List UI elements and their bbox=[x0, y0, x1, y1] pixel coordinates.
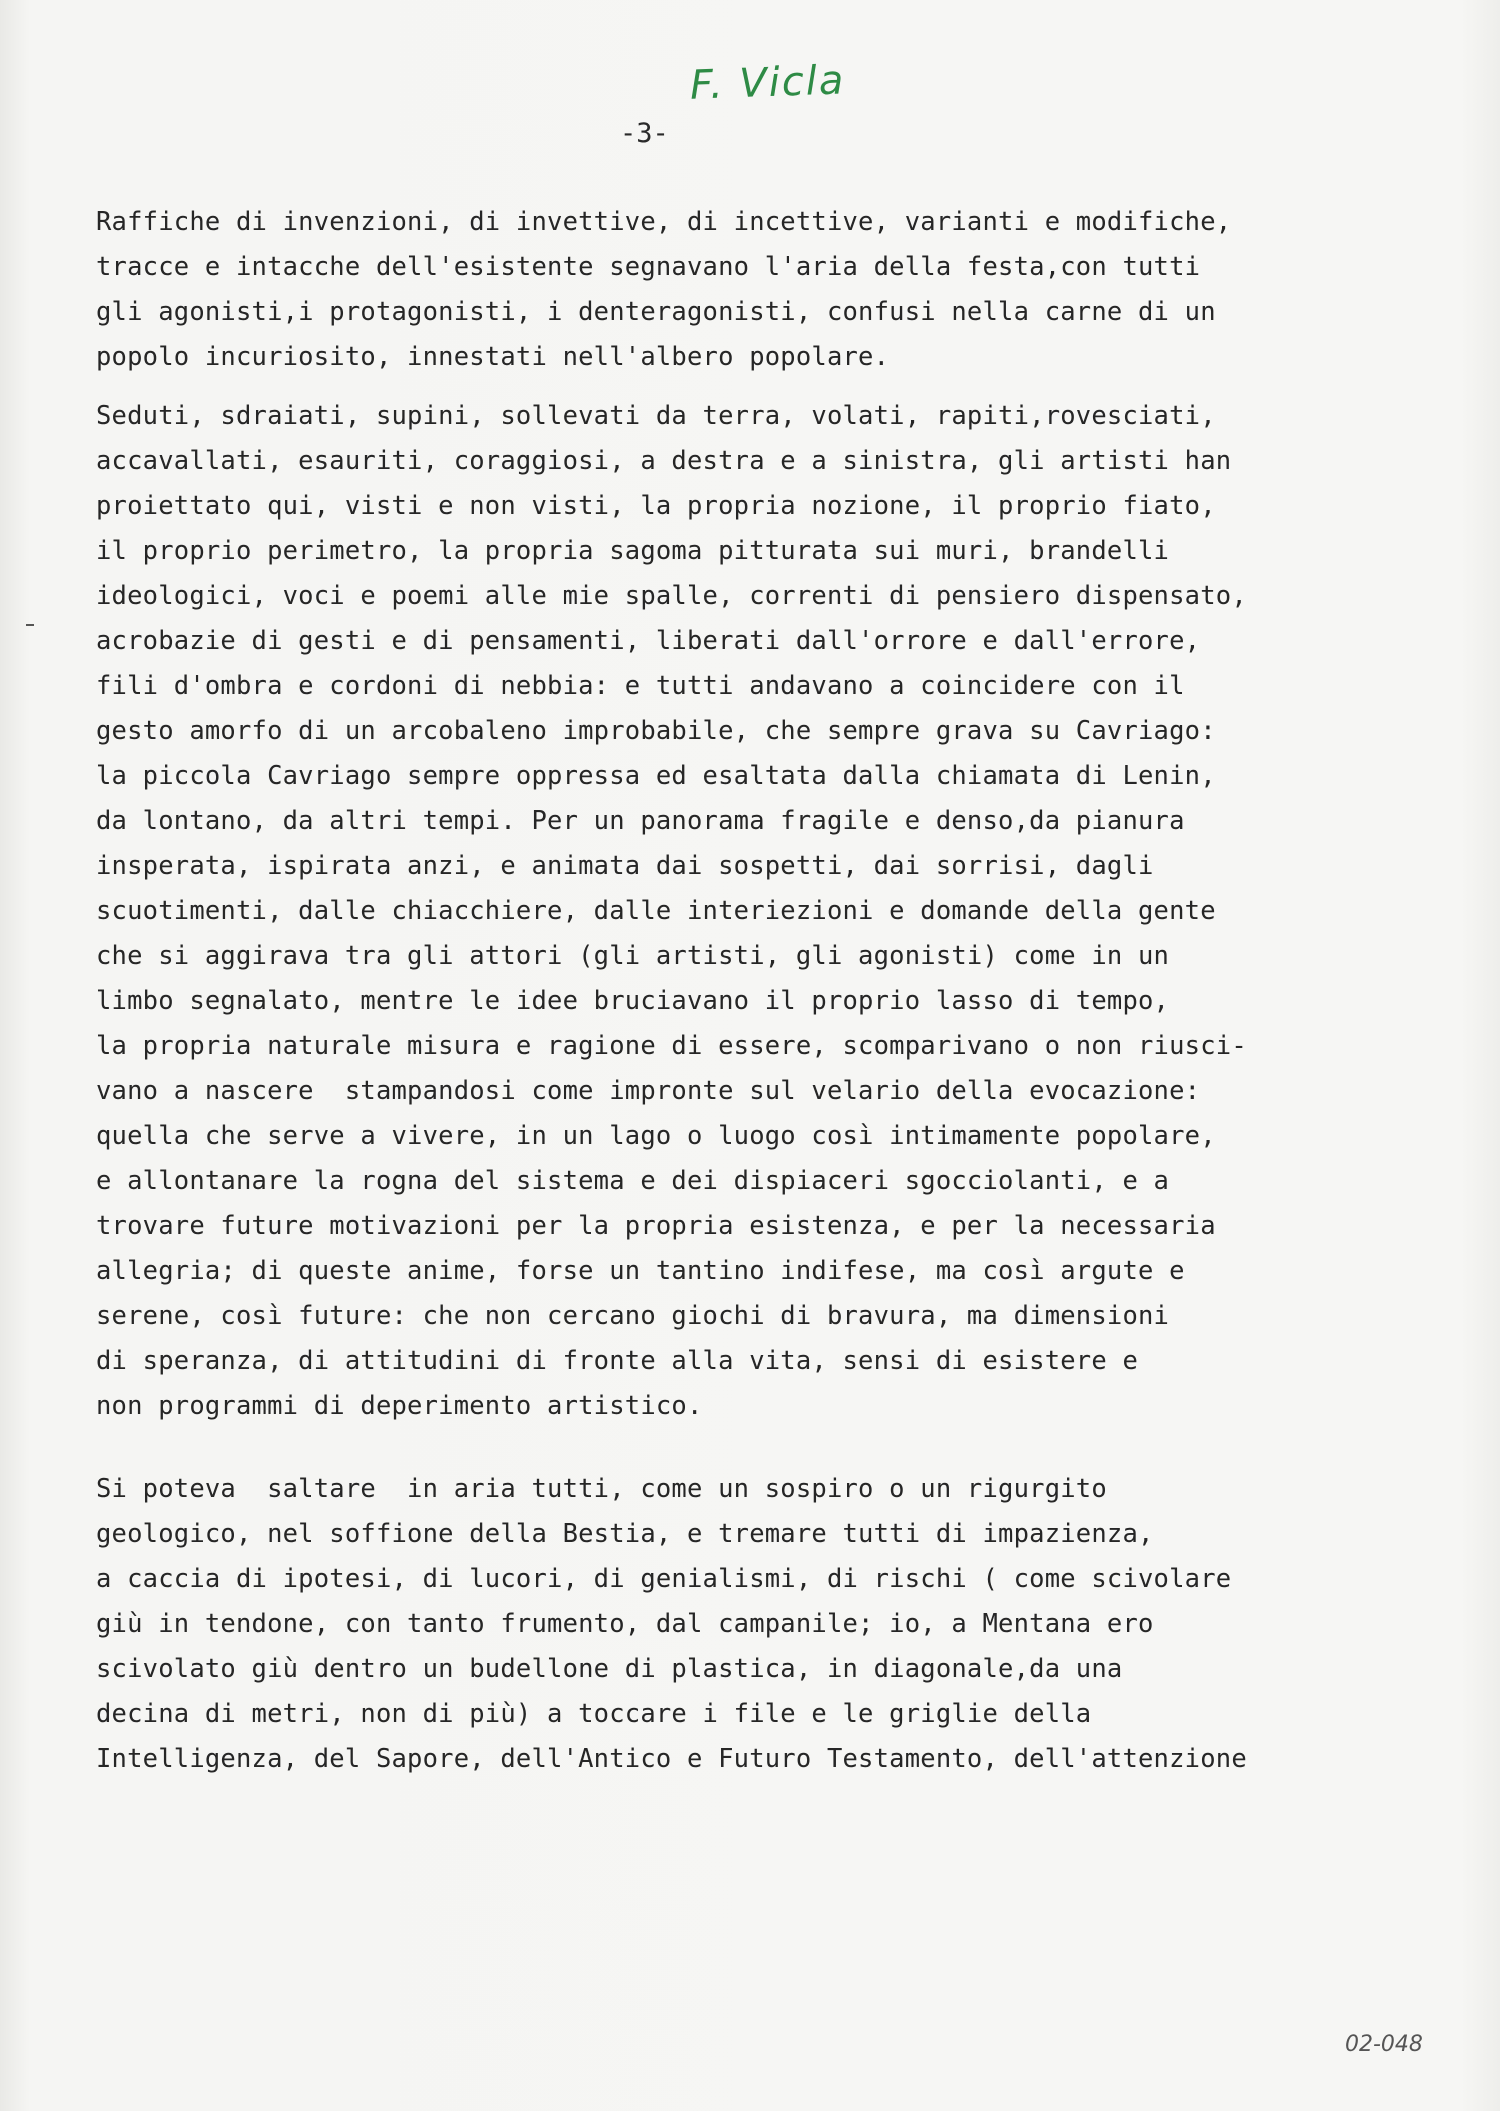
text-line: ideologici, voci e poemi alle mie spalle, correnti di pensiero dispensato, bbox=[96, 581, 1247, 611]
text-line: da lontano, da altri tempi. Per un panorama fragile e denso,da pianura bbox=[96, 806, 1185, 836]
archive-code: 02-048 bbox=[1345, 2032, 1423, 2057]
text-line: non programmi di deperimento artistico. bbox=[96, 1391, 703, 1421]
text-line: Raffiche di invenzioni, di invettive, di incettive, varianti e modifiche, bbox=[96, 207, 1232, 237]
text-line: popolo incuriosito, innestati nell'albero popolare. bbox=[96, 342, 890, 372]
text-line: gli agonisti,i protagonisti, i denteragonisti, confusi nella carne di un bbox=[96, 297, 1216, 327]
text-line: quella che serve a vivere, in un lago o luogo così intimamente popolare, bbox=[96, 1121, 1216, 1151]
text-line: serene, così future: che non cercano giochi di bravura, ma dimensioni bbox=[96, 1301, 1170, 1331]
text-line: scuotimenti, dalle chiacchiere, dalle interiezioni e domande della gente bbox=[96, 896, 1216, 926]
margin-mark bbox=[26, 624, 34, 626]
text-line: vano a nascere stampandosi come impronte sul velario della evocazione: bbox=[96, 1076, 1201, 1106]
paragraph-1 bbox=[96, 200, 1436, 380]
text-line: gesto amorfo di un arcobaleno improbabile, che sempre grava su Cavriago: bbox=[96, 716, 1216, 746]
text-line: accavallati, esauriti, coraggiosi, a destra e a sinistra, gli artisti han bbox=[96, 446, 1232, 476]
text-line: acrobazie di gesti e di pensamenti, liberati dall'orrore e dall'errore, bbox=[96, 626, 1201, 656]
text-line: fili d'ombra e cordoni di nebbia: e tutti andavano a coincidere con il bbox=[96, 671, 1185, 701]
paragraph-3 bbox=[96, 1467, 1436, 1782]
text-line: che si aggirava tra gli attori (gli artisti, gli agonisti) come in un bbox=[96, 941, 1170, 971]
text-line: trovare future motivazioni per la propria esistenza, e per la necessaria bbox=[96, 1211, 1216, 1241]
handwritten-author-name: F. Vicla bbox=[689, 57, 847, 109]
text-line: decina di metri, non di più) a toccare i file e le griglie della bbox=[96, 1699, 1092, 1729]
text-line: di speranza, di attitudini di fronte alla vita, sensi di esistere e bbox=[96, 1346, 1139, 1376]
typed-body-text bbox=[96, 200, 1436, 1782]
text-line: insperata, ispirata anzi, e animata dai sospetti, dai sorrisi, dagli bbox=[96, 851, 1154, 881]
page-number: -3- bbox=[620, 118, 669, 149]
text-line: giù in tendone, con tanto frumento, dal campanile; io, a Mentana ero bbox=[96, 1609, 1154, 1639]
text-line: scivolato giù dentro un budellone di plastica, in diagonale,da una bbox=[96, 1654, 1123, 1684]
text-line: proiettato qui, visti e non visti, la propria nozione, il proprio fiato, bbox=[96, 491, 1216, 521]
text-line: a caccia di ipotesi, di lucori, di genialismi, di rischi ( come scivolare bbox=[96, 1564, 1232, 1594]
text-line: allegria; di queste anime, forse un tantino indifese, ma così argute e bbox=[96, 1256, 1185, 1286]
text-line: geologico, nel soffione della Bestia, e tremare tutti di impazienza, bbox=[96, 1519, 1154, 1549]
text-line: la piccola Cavriago sempre oppressa ed esaltata dalla chiamata di Lenin, bbox=[96, 761, 1216, 791]
text-line: e allontanare la rogna del sistema e dei dispiaceri sgocciolanti, e a bbox=[96, 1166, 1170, 1196]
paragraph-2 bbox=[96, 394, 1436, 1429]
text-line: la propria naturale misura e ragione di essere, scomparivano o non riusci- bbox=[96, 1031, 1247, 1061]
text-line: il proprio perimetro, la propria sagoma pitturata sui muri, brandelli bbox=[96, 536, 1170, 566]
text-line: Si poteva saltare in aria tutti, come un sospiro o un rigurgito bbox=[96, 1474, 1107, 1504]
text-line: Intelligenza, del Sapore, dell'Antico e Futuro Testamento, dell'attenzione bbox=[96, 1744, 1247, 1774]
text-line: limbo segnalato, mentre le idee bruciavano il proprio lasso di tempo, bbox=[96, 986, 1170, 1016]
text-line: tracce e intacche dell'esistente segnavano l'aria della festa,con tutti bbox=[96, 252, 1201, 282]
text-line: Seduti, sdraiati, supini, sollevati da terra, volati, rapiti,rovesciati, bbox=[96, 401, 1216, 431]
